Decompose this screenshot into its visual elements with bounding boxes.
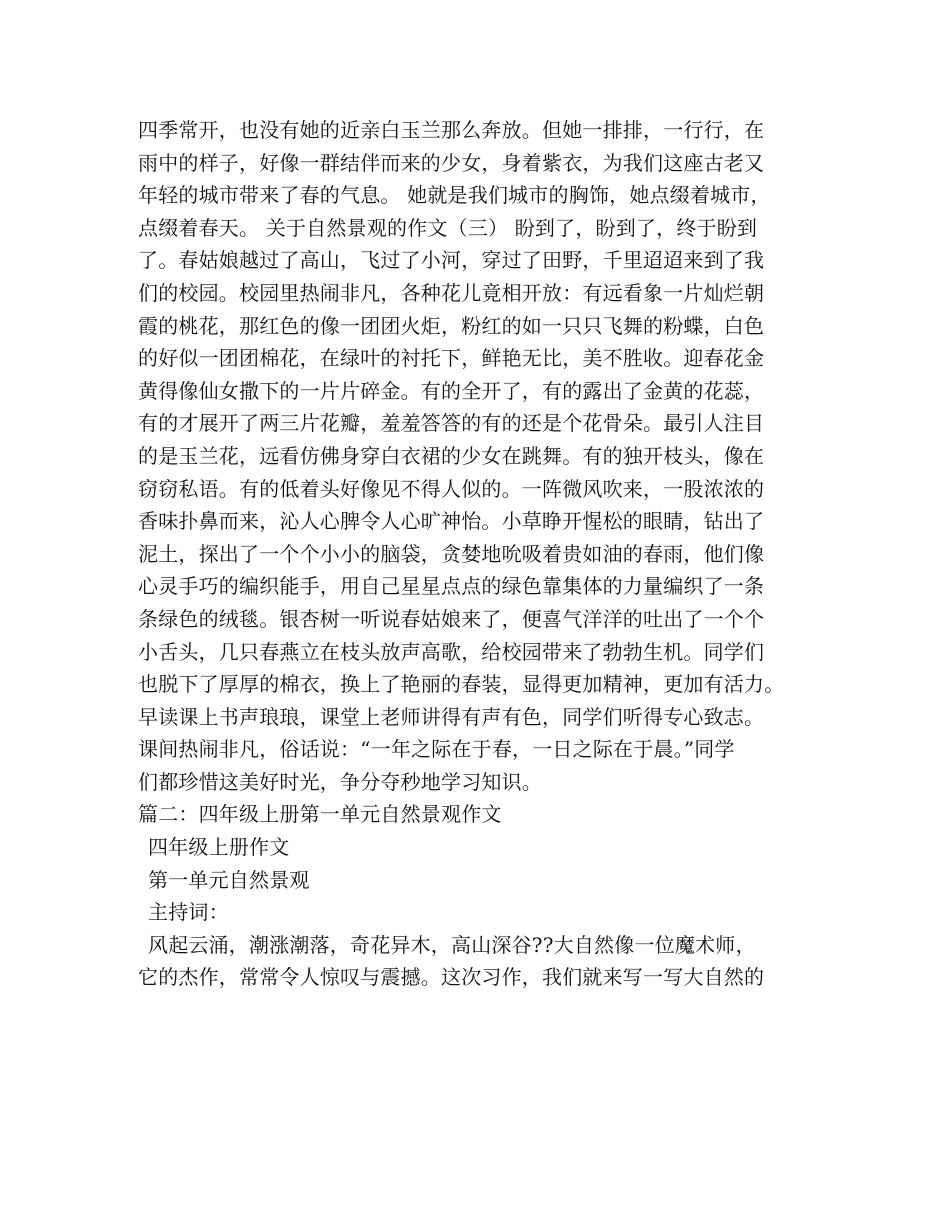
subheading-host-words: 主持词： xyxy=(148,900,229,925)
text-line: 有的才展开了两三片花瓣，羞羞答答的有的还是个花骨朵。最引人注目 xyxy=(138,411,765,436)
text-line: 的好似一团团棉花，在绿叶的衬托下，鲜艳无比，美不胜收。迎春花金 xyxy=(138,346,765,371)
text-line: 也脱下了厚厚的棉衣，换上了艳丽的春装，显得更加精神，更加有活力。 xyxy=(138,672,785,697)
text-line: 心灵手巧的编织能手，用自己星星点点的绿色靠集体的力量编织了一条 xyxy=(138,574,765,599)
text-line: 风起云涌，潮涨潮落，奇花异木，高山深谷??大自然像一位魔术师， xyxy=(148,932,756,957)
text-line: 窃窃私语。有的低着头好像见不得人似的。一阵微风吹来，一股浓浓的 xyxy=(138,476,765,501)
document-body-text xyxy=(138,114,838,994)
text-line: 条绿色的绒毯。银杏树一听说春姑娘来了，便喜气洋洋的吐出了一个个 xyxy=(138,606,765,631)
text-line: 它的杰作，常常令人惊叹与震撼。这次习作，我们就来写一写大自然的 xyxy=(138,965,765,990)
text-line: 早读课上书声琅琅，课堂上老师讲得有声有色，同学们听得专心致志。 xyxy=(138,704,765,729)
text-line: 雨中的样子，好像一群结伴而来的少女，身着紫衣，为我们这座古老又 xyxy=(138,150,765,175)
text-line: 小舌头，几只春燕立在枝头放声高歌，给校园带来了勃勃生机。同学们 xyxy=(138,639,765,664)
subheading-unit: 第一单元自然景观 xyxy=(148,867,310,892)
text-line: 们的校园。校园里热闹非凡，各种花儿竟相开放：有远看象一片灿烂朝 xyxy=(138,280,765,305)
text-line: 们都珍惜这美好时光，争分夺秒地学习知识。 xyxy=(138,769,542,794)
text-line: 点缀着春天。 关于自然景观的作文（三） 盼到了，盼到了，终于盼到 xyxy=(138,215,758,240)
text-line: 黄得像仙女撒下的一片片碎金。有的全开了，有的露出了金黄的花蕊， xyxy=(138,378,765,403)
section-heading: 篇二：四年级上册第一单元自然景观作文 xyxy=(138,802,502,827)
text-line: 霞的桃花，那红色的像一团团火炬，粉红的如一只只飞舞的粉蝶，白色 xyxy=(138,313,765,338)
text-line: 四季常开，也没有她的近亲白玉兰那么奔放。但她一排排，一行行，在 xyxy=(138,118,765,142)
text-line: 年轻的城市带来了春的气息。 她就是我们城市的胸饰，她点缀着城市， xyxy=(138,183,771,208)
text-line: 泥土，探出了一个个小小的脑袋，贪婪地吮吸着贵如油的春雨，他们像 xyxy=(138,541,765,566)
subheading-grade-composition: 四年级上册作文 xyxy=(148,835,290,860)
text-line: 的是玉兰花，远看仿佛身穿白衣裙的少女在跳舞。有的独开枝头，像在 xyxy=(138,443,765,468)
text-line: 课间热闹非凡，俗话说：“一年之际在于春，一日之际在于晨。”同学 xyxy=(138,737,735,762)
text-line: 香味扑鼻而来，沁人心脾令人心旷神怡。小草睁开惺松的眼睛，钻出了 xyxy=(138,509,765,534)
text-line: 了。春姑娘越过了高山，飞过了小河，穿过了田野，千里迢迢来到了我 xyxy=(138,248,765,273)
